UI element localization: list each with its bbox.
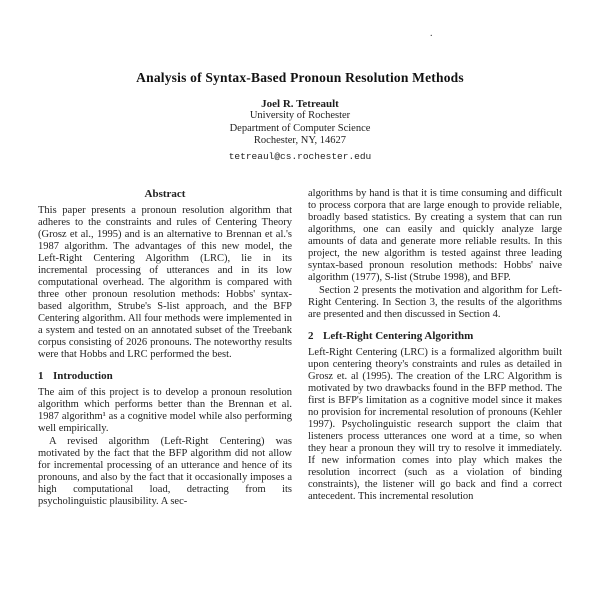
section-2-title: Left-Right Centering Algorithm <box>323 329 474 342</box>
author-name: Joel R. Tetreault <box>261 98 339 110</box>
right-paragraph-1: algorithms by hand is that it is time consuming and difficult to process corpora that are large enough to provide reliable, broadly based statistics. By creating a system that can run algorithms, one can easily and quickly analyze large amounts of data and generate more reliable results. In this project, the new algorithm is tested against three leading syntax-based pronoun resolution methods: Hobbs' naive algorithm (1977), S-list (Strube 1998), and BFP. <box>308 187 562 283</box>
right-column <box>308 188 562 508</box>
section-2-number: 2 <box>308 329 314 342</box>
section-1-number: 1 <box>38 369 44 382</box>
two-column-body <box>38 188 562 508</box>
paper-header <box>0 0 600 162</box>
paper-title: Analysis of Syntax-Based Pronoun Resolution Methods <box>136 70 464 85</box>
author-email: tetreaul@cs.rochester.edu <box>228 150 372 162</box>
section-1-heading <box>38 370 292 382</box>
affiliation-line: University of Rochester <box>249 110 351 121</box>
abstract-heading: Abstract <box>144 187 186 200</box>
intro-paragraph-2: A revised algorithm (Left-Right Centering) was motivated by the fact that the BFP algorithm did not allow for incremental processing of an utterance and hence of its pronouns, and also by the fact that it occasionally imposes a high computational load, detracting from its psycholinguistic plausibility. A sec- <box>38 435 292 507</box>
right-paragraph-2: Section 2 presents the motivation and algorithm for Left-Right Centering. In Section 3, the results of the algorithms are presented and then discussed in Section 4. <box>308 284 562 320</box>
intro-paragraph-1: The aim of this project is to develop a pronoun resolution algorithm which performs better than the Brennan et al. 1987 algorithm¹ as a cognitive model while also performing well empirically. <box>38 386 292 434</box>
affiliation-line: Department of Computer Science <box>229 122 371 134</box>
affiliation-line: Rochester, NY, 14627 <box>253 135 347 146</box>
section-2-heading <box>308 330 562 342</box>
scan-artifact-dot: . <box>430 28 433 39</box>
section-1-title: Introduction <box>53 369 113 382</box>
section-2-paragraph-1: Left-Right Centering (LRC) is a formalized algorithm built upon centering theory's constraints and rules as detailed in Grosz et. al (1995). The creation of the LRC Algorithm is motivated by two drawbacks found in the BFP method. The first is BFP's limitation as a cognitive model since it makes no provision for incremental resolution of pronouns (Kehler 1997). Psycholinguistic research support the claim that listeners process utterances one word at a time, so when they hear a pronoun they will try to resolve it immediately. If new information comes into play which makes the resolution incorrect (such as a violation of binding constraints), the listener will go back and find a correct antecedent. This incremental resolution <box>308 346 562 502</box>
abstract-text: This paper presents a pronoun resolution algorithm that adheres to the constraints and rules of Centering Theory (Grosz et al., 1995) and is an alternative to Brennan et al.'s 1987 algorithm. The advantages of this new model, the Left-Right Centering Algorithm (LRC), lie in its incremental processing of utterances and in its low computational overhead. The algorithm is compared with three other pronoun resolution methods: Hobbs' syntax-based algorithm, Strube's S-list approach, and the BFP Centering algorithm. All four methods were implemented in a system and tested on an annotated subset of the Treebank corpus consisting of 2026 pronouns. The noteworthy results were that Hobbs and LRC performed the best. <box>38 204 292 360</box>
left-column <box>38 188 292 508</box>
